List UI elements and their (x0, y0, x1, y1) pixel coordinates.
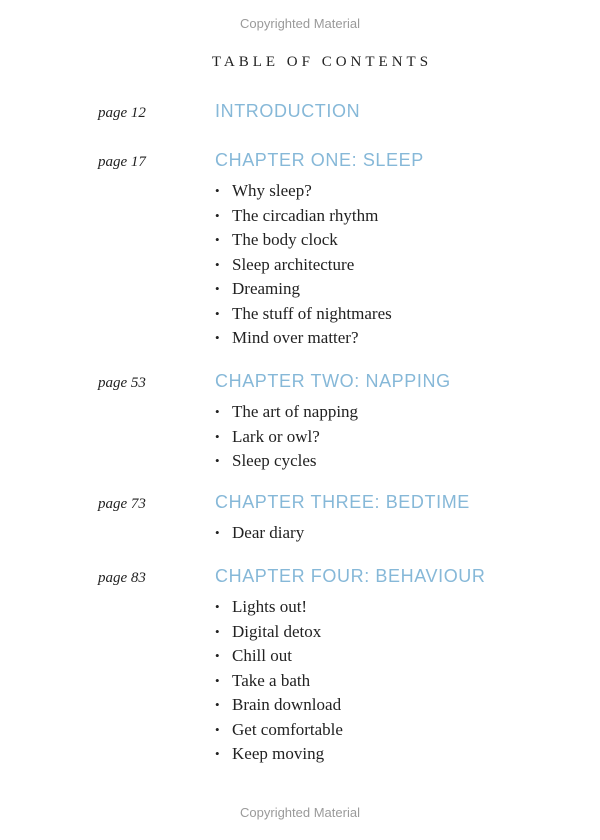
chapter-heading: CHAPTER THREE: BEDTIME (215, 492, 470, 512)
copyright-watermark-top: Copyrighted Material (240, 16, 360, 31)
list-item: • Lights out! (215, 595, 343, 620)
list-item: • Sleep architecture (215, 253, 392, 278)
page-reference: page 53 (98, 375, 146, 391)
chapter-heading: CHAPTER ONE: SLEEP (215, 150, 424, 170)
list-item: • Mind over matter? (215, 326, 392, 351)
list-item: • Sleep cycles (215, 449, 358, 474)
list-item: • The art of napping (215, 400, 358, 425)
page-reference: page 73 (98, 496, 146, 512)
chapter-heading: CHAPTER TWO: NAPPING (215, 371, 451, 391)
list-item: • Chill out (215, 644, 343, 669)
page-reference: page 12 (98, 105, 146, 121)
page-reference: page 17 (98, 154, 146, 170)
section-list (215, 595, 343, 767)
list-item: • Get comfortable (215, 718, 343, 743)
section-list (215, 179, 392, 351)
list-item: • Why sleep? (215, 179, 392, 204)
chapter-heading: INTRODUCTION (215, 101, 361, 121)
list-item: • Digital detox (215, 620, 343, 645)
list-item: • Dear diary (215, 521, 304, 546)
section-list (215, 521, 304, 546)
list-item: • The stuff of nightmares (215, 302, 392, 327)
chapter-heading: CHAPTER FOUR: BEHAVIOUR (215, 566, 486, 586)
list-item: • Lark or owl? (215, 425, 358, 450)
list-item: • Brain download (215, 693, 343, 718)
section-list (215, 400, 358, 474)
list-item: • Take a bath (215, 669, 343, 694)
list-item: • Keep moving (215, 742, 343, 767)
page-reference: page 83 (98, 570, 146, 586)
toc-heading: TABLE OF CONTENTS (211, 54, 433, 70)
list-item: • The circadian rhythm (215, 204, 392, 229)
list-item: • Dreaming (215, 277, 392, 302)
list-item: • The body clock (215, 228, 392, 253)
copyright-watermark-bottom: Copyrighted Material (240, 805, 360, 820)
